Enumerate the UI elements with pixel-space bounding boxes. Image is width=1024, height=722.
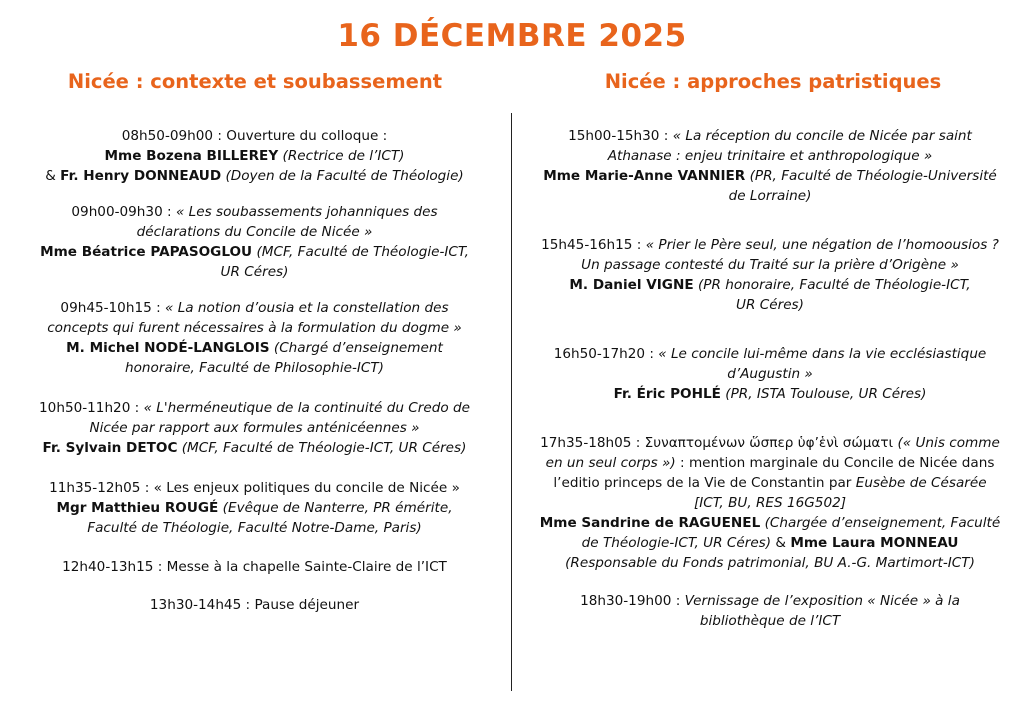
entry-time: 09h00-09h30 :: [71, 204, 176, 220]
talk-title: Athanase : enjeu trinitaire et anthropologique »: [607, 148, 933, 164]
speaker-name: Fr. Henry DONNEAUD: [60, 168, 222, 184]
talk-title: déclarations du Concile de Nicée »: [136, 224, 373, 240]
program-entry: [530, 126, 1010, 206]
talk-title: « La réception du concile de Nicée par saint: [672, 128, 972, 144]
talk-title: Eusèbe de Césarée: [855, 475, 987, 491]
talk-title: (« Unis comme: [897, 435, 1000, 451]
entry-time: 15h45-16h15 :: [541, 237, 646, 253]
entry-time: 09h45-10h15 :: [60, 300, 165, 316]
speaker-role: (PR honoraire, Faculté de Théologie-ICT,: [697, 277, 971, 293]
speaker-role: (Responsable du Fonds patrimonial, BU A.-G. Martimort-ICT): [565, 555, 975, 571]
talk-title: : mention marginale du Concile de Nicée dans: [675, 455, 995, 471]
speaker-name: Mme Laura MONNEAU: [790, 535, 959, 551]
program-entry: [530, 235, 1010, 315]
talk-title: Vernissage de l’exposition « Nicée » à la: [684, 593, 960, 609]
program-entry-mass: 12h40-13h15 : Messe à la chapelle Sainte-Claire de l’ICT: [62, 559, 447, 575]
entry-time: 10h50-11h20 :: [39, 400, 144, 416]
program-entry: [22, 202, 487, 282]
talk-title: Un passage contesté du Traité sur la prière d’Origène »: [581, 257, 959, 273]
program-entry: [530, 344, 1010, 404]
program-entry: [530, 433, 1010, 573]
talk-title: par: [824, 475, 856, 491]
talk-title: concepts qui furent nécessaires à la formulation du dogme »: [47, 320, 462, 336]
talk-title: Nicée par rapport aux formules anténicéennes »: [89, 420, 420, 436]
talk-title: d’Augustin »: [727, 366, 813, 382]
program-entry: [22, 126, 487, 186]
speaker-name: Mme Marie-Anne VANNIER: [543, 168, 746, 184]
program-entry: [22, 298, 487, 378]
talk-title: « Le concile lui-même dans la vie ecclésiastique: [658, 346, 987, 362]
speaker-name: M. Michel NODÉ-LANGLOIS: [66, 340, 270, 356]
speaker-role: (Chargé d’enseignement: [273, 340, 443, 356]
program-entry: [22, 478, 487, 538]
entry-time: 16h50-17h20 :: [553, 346, 659, 362]
talk-title: Vie de Constantin: [704, 475, 825, 491]
speaker-name: Fr. Éric POHLÉ: [613, 386, 721, 402]
talk-title: « La notion d’ousia et la constellation des: [164, 300, 449, 316]
speaker-role: (Rectrice de l’ICT): [282, 148, 405, 164]
speaker-name: Mme Béatrice PAPASOGLOU: [40, 244, 253, 260]
talk-title: editio princeps: [561, 475, 663, 491]
right-column-title: Nicée : approches patristiques: [604, 70, 942, 93]
speaker-role: honoraire, Faculté de Philosophie-ICT): [125, 360, 384, 376]
speaker-role: (Chargée d’enseignement, Faculté: [764, 515, 1001, 531]
right-program-column: [530, 126, 1010, 631]
program-entry: [530, 591, 1010, 631]
page-date-title: 16 DÉCEMBRE 2025: [337, 18, 687, 54]
entry-time: 11h35-12h05 : « Les enjeux politiques du concile de Nicée »: [49, 480, 460, 496]
talk-title: l’: [553, 475, 562, 491]
speaker-name: Mgr Matthieu ROUGÉ: [56, 500, 219, 516]
speaker-role: (MCF, Faculté de Théologie-ICT,: [256, 244, 469, 260]
speaker-role: UR Céres): [736, 297, 804, 313]
speaker-role: de Lorraine): [728, 188, 812, 204]
speaker-name: Fr. Sylvain DETOC: [42, 440, 178, 456]
talk-title: « L'herméneutique de la continuité du Credo de: [143, 400, 470, 416]
program-entry: [22, 398, 487, 458]
speaker-role: (Evêque de Nanterre, PR émérite,: [222, 500, 453, 516]
entry-time: 17h35-18h05 : Συναπτομένων ὥσπερ ὑφ’ἑνὶ σώματι: [540, 435, 898, 451]
left-column-title: Nicée : contexte et soubassement: [67, 70, 443, 93]
ampersand: &: [771, 535, 791, 551]
speaker-name: Mme Sandrine de RAGUENEL: [539, 515, 761, 531]
entry-time: 15h00-15h30 :: [568, 128, 673, 144]
speaker-role: (MCF, Faculté de Théologie-ICT, UR Céres): [181, 440, 467, 456]
speaker-role: Faculté de Théologie, Faculté Notre-Dame, Paris): [87, 520, 422, 536]
speaker-role: UR Céres): [220, 264, 289, 280]
shelfmark: [ICT, BU, RES 16G502]: [693, 495, 847, 511]
column-divider: [511, 113, 512, 691]
left-program-column: [22, 126, 487, 615]
ampersand: &: [45, 168, 61, 184]
speaker-role: (PR, ISTA Toulouse, UR Céres): [725, 386, 927, 402]
speaker-role: de Théologie-ICT, UR Céres): [581, 535, 772, 551]
talk-title: « Prier le Père seul, une négation de l’homoousios ?: [645, 237, 999, 253]
talk-title: bibliothèque de l’ICT: [699, 613, 841, 629]
talk-title: de la: [662, 475, 705, 491]
speaker-name: M. Daniel VIGNE: [569, 277, 694, 293]
entry-time: 08h50-09h00 : Ouverture du colloque :: [121, 128, 388, 144]
speaker-role: (Doyen de la Faculté de Théologie): [225, 168, 464, 184]
speaker-role: (PR, Faculté de Théologie-Université: [749, 168, 997, 184]
entry-time: 18h30-19h00 :: [580, 593, 685, 609]
talk-title: en un seul corps »): [545, 455, 676, 471]
speaker-name: Mme Bozena BILLEREY: [104, 148, 279, 164]
program-entry-lunch: 13h30-14h45 : Pause déjeuner: [149, 597, 360, 613]
talk-title: « Les soubassements johanniques des: [175, 204, 438, 220]
